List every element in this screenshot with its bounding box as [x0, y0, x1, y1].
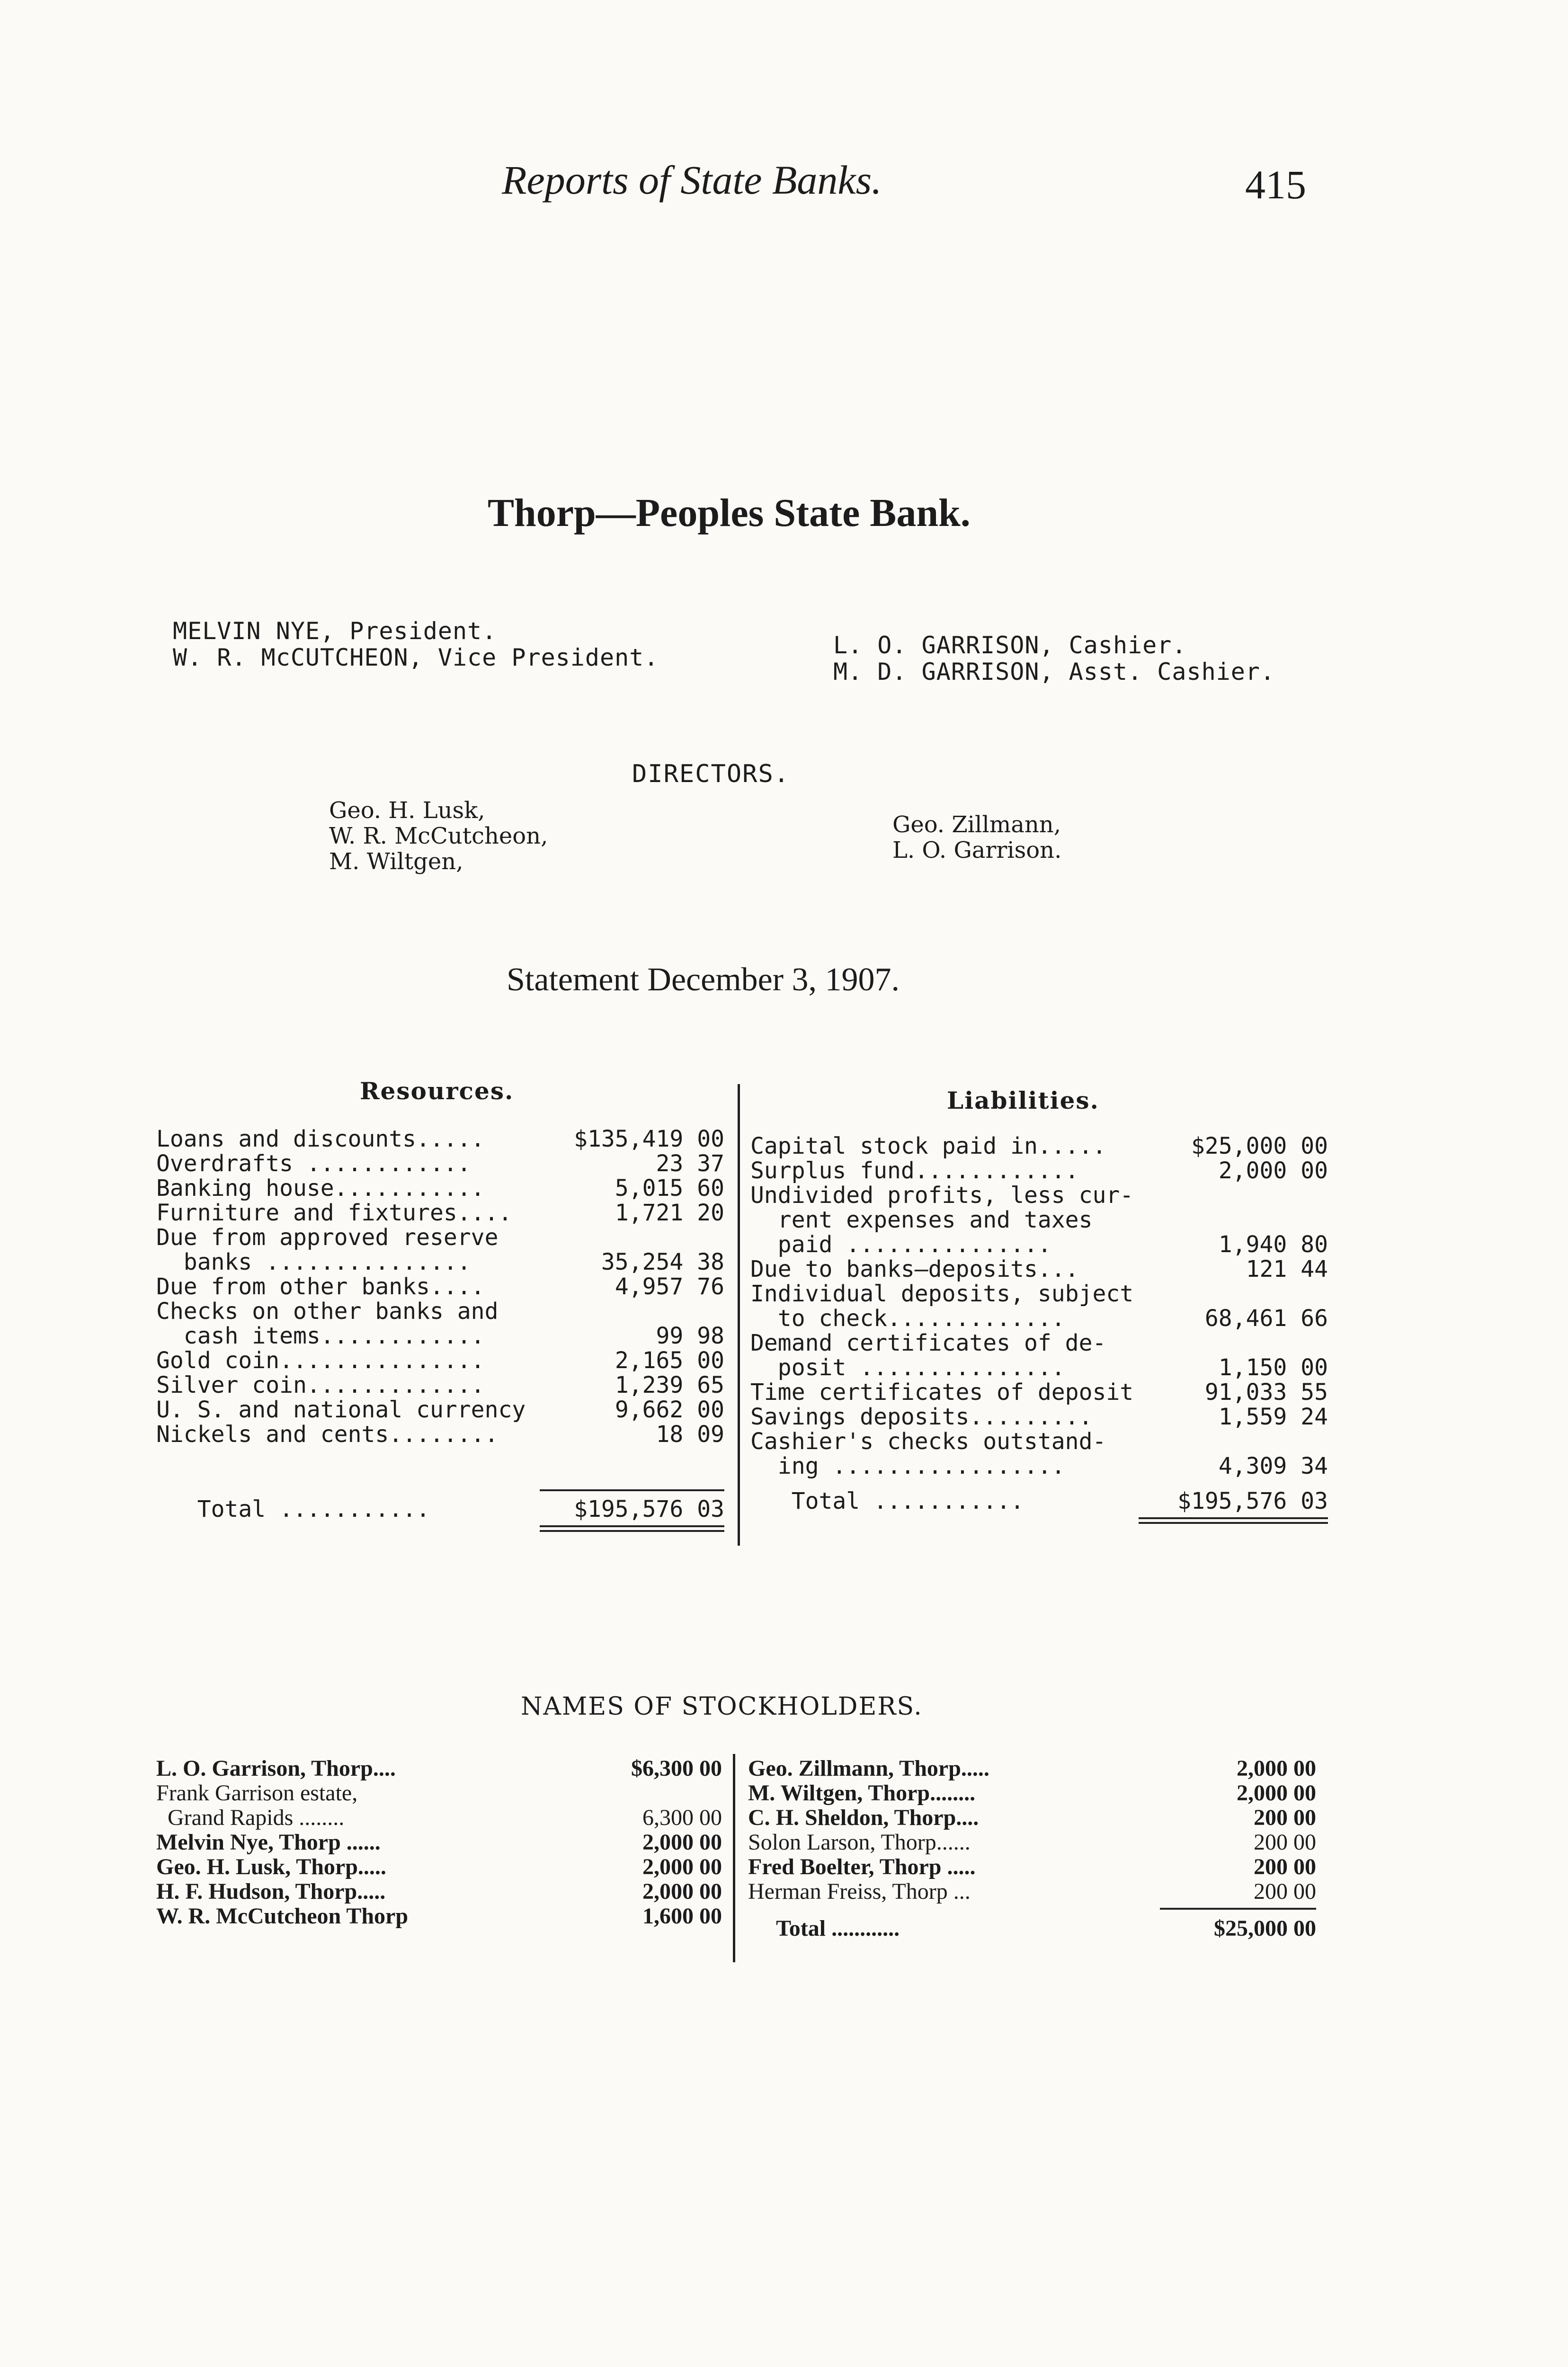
stockholders-heading: NAMES OF STOCKHOLDERS.	[521, 1692, 923, 1721]
total-label: Total ...........	[156, 1497, 430, 1522]
liabilities-table	[750, 1134, 1328, 1524]
resources-table	[156, 1127, 724, 1532]
stockholder-name: H. F. Hudson, Thorp.....	[156, 1879, 386, 1904]
list-item	[748, 1879, 1316, 1904]
director: L. O. Garrison.	[892, 837, 1062, 863]
total-row	[156, 1497, 724, 1522]
table-row	[156, 1348, 724, 1373]
stockholder-name: Geo. H. Lusk, Thorp.....	[156, 1855, 386, 1879]
stockholder-name: Solon Larson, Thorp......	[748, 1830, 971, 1855]
table-row	[156, 1127, 724, 1151]
row-label: cash items............	[156, 1324, 485, 1348]
row-label: Due to banks—deposits...	[750, 1257, 1079, 1281]
row-label: Silver coin.............	[156, 1373, 485, 1397]
row-label: Savings deposits.........	[750, 1405, 1093, 1429]
list-item	[748, 1855, 1316, 1879]
row-amount: 68,461 66	[1204, 1305, 1328, 1332]
row-label: U. S. and national currency	[156, 1397, 526, 1422]
row-label: Gold coin...............	[156, 1348, 485, 1373]
stockholder-name: Herman Freiss, Thorp ...	[748, 1879, 971, 1904]
stockholder-name: Melvin Nye, Thorp ......	[156, 1830, 381, 1855]
directors-left	[329, 798, 548, 874]
stockholder-name: W. R. McCutcheon Thorp	[156, 1904, 409, 1929]
row-label: Time certificates of deposit	[750, 1380, 1134, 1405]
officer-president: MELVIN NYE, President.	[173, 617, 497, 645]
double-rule	[540, 1525, 724, 1532]
row-amount: 5,015 60	[615, 1175, 724, 1201]
stockholder-name: L. O. Garrison, Thorp....	[156, 1756, 396, 1781]
list-item	[748, 1781, 1316, 1806]
row-amount: 121 44	[1246, 1256, 1328, 1282]
row-amount: $135,419 00	[574, 1126, 724, 1152]
officer-cashier: L. O. GARRISON, Cashier.	[833, 632, 1187, 659]
column-divider	[733, 1754, 735, 1962]
table-row	[750, 1232, 1328, 1257]
row-label: posit ...............	[750, 1355, 1065, 1380]
list-item	[748, 1806, 1316, 1830]
table-row	[750, 1208, 1328, 1232]
table-row	[156, 1299, 724, 1324]
row-amount: 9,662 00	[615, 1397, 724, 1423]
table-row	[750, 1429, 1328, 1454]
table-row	[156, 1250, 724, 1274]
table-row	[156, 1176, 724, 1201]
officers-left	[173, 618, 659, 671]
total-label: Total ...........	[750, 1489, 1024, 1513]
table-row	[750, 1134, 1328, 1158]
row-label: Surplus fund............	[750, 1158, 1079, 1183]
total-amount: $195,576 03	[574, 1496, 724, 1522]
stockholder-amount: 200 00	[1254, 1879, 1316, 1904]
stockholder-amount: $6,300 00	[631, 1756, 722, 1781]
row-label: ing .................	[750, 1454, 1065, 1478]
row-amount: 1,559 24	[1218, 1404, 1328, 1430]
table-row	[156, 1225, 724, 1250]
row-amount: 23 37	[656, 1150, 724, 1177]
total-rule	[540, 1489, 724, 1491]
table-row	[750, 1355, 1328, 1380]
directors-heading: DIRECTORS.	[632, 760, 790, 788]
row-amount: 35,254 38	[601, 1249, 724, 1275]
row-label: Demand certificates of de-	[750, 1331, 1106, 1355]
table-row	[750, 1281, 1328, 1306]
table-row	[156, 1422, 724, 1447]
list-item	[156, 1806, 722, 1830]
stockholder-name: Fred Boelter, Thorp .....	[748, 1855, 976, 1879]
stockholder-amount: 2,000 00	[642, 1830, 722, 1855]
row-amount: 4,309 34	[1218, 1453, 1328, 1479]
total-row	[750, 1489, 1328, 1513]
row-amount: 1,721 20	[615, 1200, 724, 1226]
list-item	[156, 1781, 722, 1806]
stockholder-amount: 200 00	[1254, 1805, 1316, 1830]
list-item	[156, 1904, 722, 1929]
row-label: Capital stock paid in.....	[750, 1134, 1106, 1158]
table-row	[156, 1201, 724, 1225]
stockholder-amount: 2,000 00	[1237, 1756, 1316, 1781]
total-amount: $25,000 00	[1214, 1916, 1316, 1941]
row-label: Due from other banks....	[156, 1274, 485, 1299]
table-row	[156, 1373, 724, 1397]
row-label: Cashier's checks outstand-	[750, 1429, 1106, 1454]
total-amount: $195,576 03	[1177, 1488, 1328, 1514]
row-label: Loans and discounts.....	[156, 1127, 485, 1151]
stockholder-amount: 2,000 00	[1237, 1780, 1316, 1806]
resources-heading: Resources.	[360, 1077, 514, 1105]
directors-right	[892, 812, 1061, 863]
row-amount: 18 09	[656, 1421, 724, 1448]
row-label: rent expenses and taxes	[750, 1208, 1093, 1232]
row-amount: $25,000 00	[1191, 1133, 1328, 1159]
row-label: Checks on other banks and	[156, 1299, 499, 1324]
officers-right	[833, 632, 1275, 685]
table-row	[156, 1151, 724, 1176]
statement-date: Statement December 3, 1907.	[507, 961, 900, 998]
row-amount: 1,239 65	[615, 1372, 724, 1398]
officer-asst-cashier: M. D. GARRISON, Asst. Cashier.	[833, 658, 1275, 685]
table-row	[156, 1324, 724, 1348]
list-item	[748, 1830, 1316, 1855]
stockholder-amount: 200 00	[1254, 1854, 1316, 1879]
stockholder-amount: 1,600 00	[642, 1904, 722, 1929]
stockholder-amount: 6,300 00	[642, 1805, 722, 1830]
row-amount: 1,150 00	[1218, 1354, 1328, 1381]
bank-title: Thorp—Peoples State Bank.	[488, 491, 971, 535]
director: Geo. H. Lusk,	[329, 797, 485, 824]
page-number: 415	[1245, 162, 1306, 207]
row-amount: 2,165 00	[615, 1347, 724, 1374]
stockholders-right	[748, 1756, 1316, 1941]
table-row	[750, 1454, 1328, 1478]
row-label: Nickels and cents........	[156, 1422, 499, 1447]
list-item	[156, 1756, 722, 1781]
list-item	[748, 1756, 1316, 1781]
stockholder-name: Grand Rapids ........	[156, 1806, 345, 1830]
row-label: Undivided profits, less cur-	[750, 1183, 1134, 1208]
stockholder-name: M. Wiltgen, Thorp........	[748, 1781, 976, 1806]
director: Geo. Zillmann,	[892, 811, 1061, 838]
table-row	[156, 1397, 724, 1422]
stockholder-name: Frank Garrison estate,	[156, 1781, 358, 1806]
director: W. R. McCutcheon,	[329, 823, 548, 849]
stockholders-left	[156, 1756, 722, 1929]
table-row	[750, 1405, 1328, 1429]
list-item	[156, 1879, 722, 1904]
row-amount: 91,033 55	[1204, 1379, 1328, 1406]
row-label: Overdrafts ............	[156, 1151, 471, 1176]
table-row	[750, 1183, 1328, 1208]
total-row	[748, 1916, 1316, 1941]
list-item	[156, 1830, 722, 1855]
double-rule	[1139, 1517, 1328, 1524]
row-label: Banking house...........	[156, 1176, 485, 1201]
running-head: Reports of State Banks.	[502, 157, 882, 203]
officer-vice-president: W. R. McCUTCHEON, Vice President.	[173, 644, 659, 671]
row-label: to check.............	[750, 1306, 1065, 1331]
stockholder-name: C. H. Sheldon, Thorp....	[748, 1806, 979, 1830]
row-label: Furniture and fixtures....	[156, 1201, 512, 1225]
row-label: Due from approved reserve	[156, 1225, 499, 1250]
row-amount: 4,957 76	[615, 1273, 724, 1300]
stockholder-amount: 200 00	[1254, 1830, 1316, 1855]
row-amount: 2,000 00	[1218, 1157, 1328, 1184]
list-item	[156, 1855, 722, 1879]
total-rule	[1160, 1908, 1316, 1910]
total-label: Total ............	[748, 1916, 900, 1941]
row-amount: 99 98	[656, 1323, 724, 1349]
stockholder-name: Geo. Zillmann, Thorp.....	[748, 1756, 989, 1781]
stockholder-amount: 2,000 00	[642, 1879, 722, 1904]
row-amount: 1,940 80	[1218, 1231, 1328, 1258]
table-row	[750, 1257, 1328, 1281]
table-row	[750, 1158, 1328, 1183]
table-row	[156, 1274, 724, 1299]
row-label: banks ...............	[156, 1250, 471, 1274]
column-divider	[738, 1084, 740, 1546]
table-row	[750, 1380, 1328, 1405]
table-row	[750, 1306, 1328, 1331]
row-label: Individual deposits, subject	[750, 1281, 1134, 1306]
liabilities-heading: Liabilities.	[947, 1086, 1099, 1114]
table-row	[750, 1331, 1328, 1355]
stockholder-amount: 2,000 00	[642, 1854, 722, 1879]
row-label: paid ...............	[750, 1232, 1051, 1257]
director: M. Wiltgen,	[329, 848, 463, 875]
